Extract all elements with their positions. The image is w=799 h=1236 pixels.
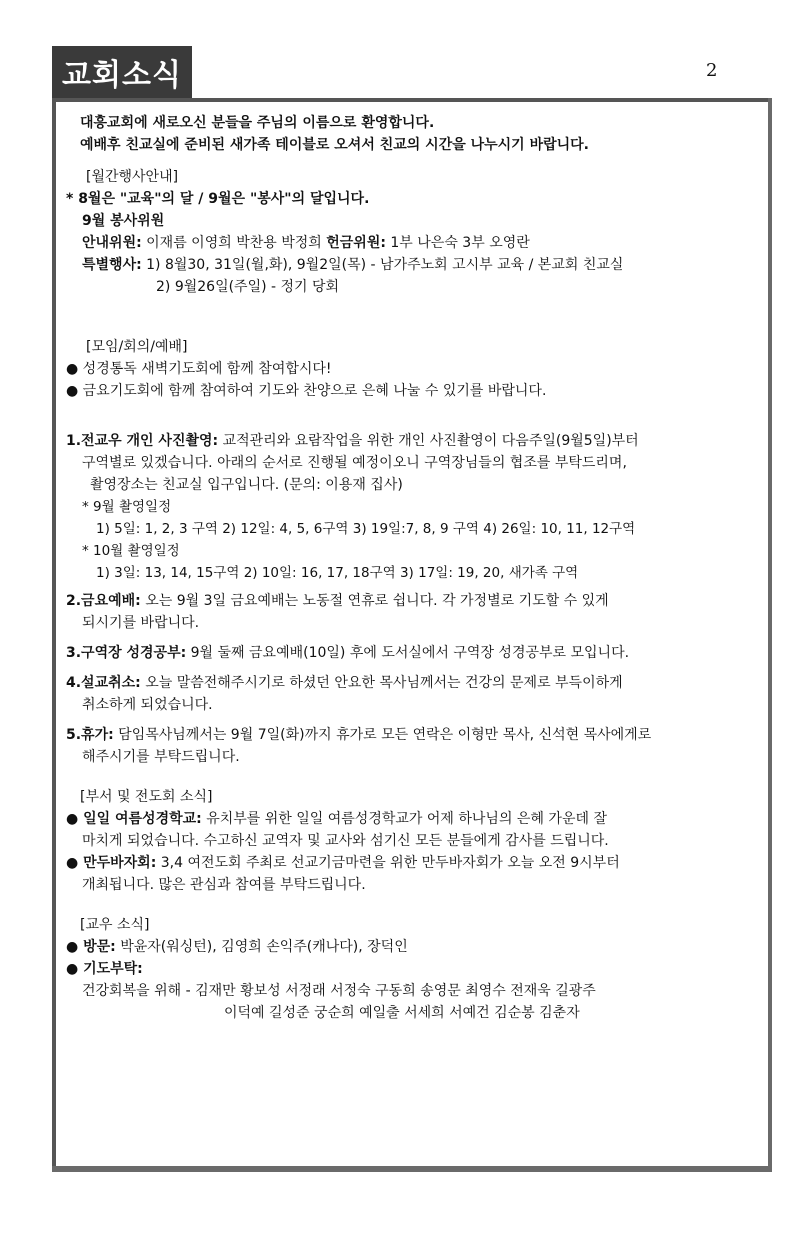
notice-2-label: 2.금요예배: [66, 593, 141, 609]
notice-1-line-3: 촬영장소는 친교실 입구입니다. (문의: 이용재 집사) [90, 477, 403, 493]
prayer-label: ● 기도부탁: [66, 961, 143, 977]
visit-text: 박윤자(워싱턴), 김영희 손익주(캐나다), 장덕인 [115, 939, 408, 955]
notice-2-text: 오는 9월 3일 금요예배는 노동절 연휴로 쉽니다. 각 가정별로 기도할 수 있게 [140, 593, 609, 609]
visit-label: ● 방문: [66, 939, 116, 955]
notice-1-line-2: 구역별로 있겠습니다. 아래의 순서로 진행될 예정이오니 구역장님들의 협조를 부탁드리며, [82, 455, 627, 471]
oct-schedule-detail: 1) 3일: 13, 14, 15구역 2) 10일: 16, 17, 18구역 3) 17일: 19, 20, 새가족 구역 [96, 565, 579, 581]
frame-left-border [52, 98, 56, 1170]
notice-4-label: 4.설교취소: [66, 675, 141, 691]
dept-1-label: ● 일일 여름성경학교: [66, 811, 202, 827]
offering-label: 헌금위원: [326, 235, 386, 251]
notice-4-line-2: 취소하게 되었습니다. [82, 697, 213, 713]
special-event-line-1 [82, 254, 766, 276]
dept-heading: [부서 및 전도회 소식] [80, 789, 213, 805]
special-label: 특별행사: [82, 257, 142, 273]
page-number: 2 [706, 60, 718, 81]
notice-5-label: 5.휴가: [66, 727, 114, 743]
monthly-theme: * 8월은 "교육"의 달 / 9월은 "봉사"의 달입니다. [66, 191, 370, 207]
notice-3-text: 9월 둘째 금요예배(10일) 후에 도서실에서 구역장 성경공부로 모입니다. [186, 645, 630, 661]
dept-item-1-line-2: 마치게 되었습니다. 수고하신 교역자 및 교사와 섬기신 모든 분들에게 감사를 드립니다. [82, 833, 609, 849]
meeting-heading: [모임/회의/예배] [86, 339, 188, 355]
frame-top-border [52, 98, 772, 102]
special-event-line-2: 2) 9월26일(주일) - 정기 당회 [156, 279, 340, 295]
welcome-line-2: 예배후 친교실에 준비된 새가족 테이블로 오셔서 친교의 시간을 나누시기 바랍니다. [80, 137, 589, 153]
meeting-item: ● 성경통독 새벽기도회에 함께 참여합시다! [66, 361, 332, 377]
sep-schedule-detail: 1) 5일: 1, 2, 3 구역 2) 12일: 4, 5, 6구역 3) 19일:7, 8, 9 구역 4) 26일: 10, 11, 12구역 [96, 521, 636, 537]
monthly-heading: [월간행사안내] [86, 169, 179, 185]
sep-schedule-heading: * 9월 촬영일정 [82, 499, 172, 515]
frame-bottom-border [52, 1166, 772, 1172]
special-value-1: 1) 8월30, 31일(월,화), 9월2일(목) - 남가주노회 고시부 교육 / 본교회 친교실 [141, 257, 624, 273]
notice-4-text: 오늘 말씀전해주시기로 하셨던 안요한 목사님께서는 건강의 문제로 부득이하게 [140, 675, 623, 691]
dept-item-2 [66, 852, 766, 874]
offering-value: 1부 나은숙 3부 오영란 [385, 235, 530, 251]
members-heading: [교우 소식] [80, 917, 150, 933]
notice-4 [66, 672, 766, 694]
prayer-line-1: 건강회복을 위해 - 김재만 황보성 서정래 서정숙 구동희 송영문 최영수 전재욱 길광주 [82, 983, 596, 999]
volunteers-line [82, 232, 766, 254]
dept-2-label: ● 만두바자회: [66, 855, 157, 871]
notice-5-text: 담임목사님께서는 9월 7일(화)까지 휴가로 모든 연락은 이형만 목사, 신석현 목사에게로 [113, 727, 652, 743]
notice-1 [66, 430, 766, 452]
notice-2-line-2: 되시기를 바랍니다. [82, 615, 200, 631]
notice-1-text: 교적관리와 요람작업을 위한 개인 사진촬영이 다음주일(9월5일)부터 [218, 433, 639, 449]
meeting-item: ● 금요기도회에 함께 참여하여 기도와 찬양으로 은혜 나눌 수 있기를 바랍니다. [66, 383, 547, 399]
frame-right-border [768, 98, 772, 1170]
guide-label: 안내위원: [82, 235, 142, 251]
volunteers-heading: 9월 봉사위원 [82, 213, 165, 229]
notice-5-line-2: 해주시기를 부탁드립니다. [82, 749, 240, 765]
visit-line [66, 936, 766, 958]
dept-item-1 [66, 808, 766, 830]
prayer-line-2: 이덕예 길성준 궁순희 예일출 서세희 서예건 김순봉 김춘자 [224, 1005, 580, 1021]
dept-item-2-line-2: 개최됩니다. 많은 관심과 참여를 부탁드립니다. [82, 877, 366, 893]
dept-2-text: 3,4 여전도회 주최로 선교기금마련을 위한 만두바자회가 오늘 오전 9시부터 [156, 855, 620, 871]
notice-3-label: 3.구역장 성경공부: [66, 645, 187, 661]
notice-1-label: 1.전교우 개인 사진촬영: [66, 433, 219, 449]
page-title: 교회소식 [52, 46, 192, 98]
notice-3 [66, 642, 766, 664]
bulletin-content [66, 112, 766, 1024]
guide-value: 이재름 이영희 박찬용 박정희 [141, 235, 327, 251]
notice-5 [66, 724, 766, 746]
dept-1-text: 유치부를 위한 일일 여름성경학교가 어제 하나님의 은혜 가운데 잘 [201, 811, 607, 827]
notice-2 [66, 590, 766, 612]
welcome-line-1: 대흥교회에 새로오신 분들을 주님의 이름으로 환영합니다. [80, 115, 435, 131]
oct-schedule-heading: * 10월 촬영일정 [82, 543, 180, 559]
